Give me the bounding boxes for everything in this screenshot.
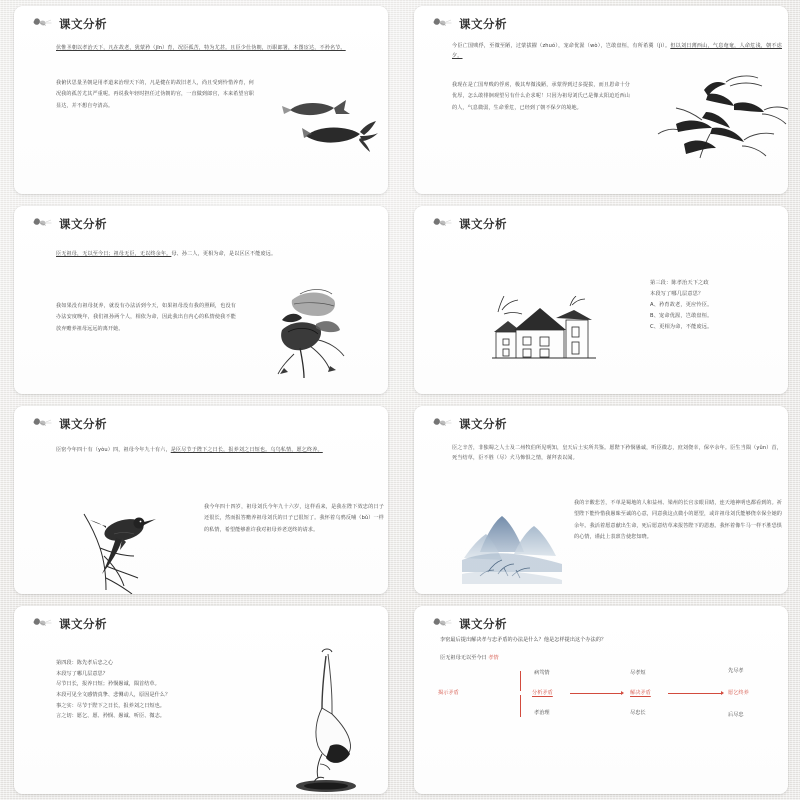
slide-canvas bbox=[14, 6, 388, 194]
stage-reveal-conflict: 揭示矛盾 bbox=[438, 690, 459, 696]
slide-header bbox=[431, 213, 778, 235]
ink-butterfly-icon bbox=[431, 16, 453, 32]
vernacular-text: 我现在是亡国卑贱的俘虏，极其卑微浅陋，承蒙得到过多提拔，而且恩命十分优厚，怎么敢徘徊观望另有什么企求呢！只因为祖母刘氏已是像太阳迫近西山的人，气息微弱，生命垂危，已经到了朝不保夕的境地。 bbox=[452, 82, 630, 111]
slide-canvas bbox=[414, 206, 788, 394]
ink-crane-icon bbox=[282, 646, 382, 794]
slide-canvas bbox=[14, 406, 388, 594]
stage-solve-conflict: 解决矛盾 bbox=[630, 690, 651, 696]
vernacular-text: 我俯伏思量圣朝是用孝道来治理天下的，凡是健在的故旧老人，尚且受到怜惜养育，何况我的孤苦尤其严重呢。再说我年轻时担任过伪朝的官，一直做到郎官，本来希望官职显达，并不想自夸清高。 bbox=[56, 80, 254, 109]
ink-butterfly-icon bbox=[431, 416, 453, 432]
slide-title: 课文分析 bbox=[59, 417, 107, 431]
classical-plain: 臣密今年四十有（yòu）四，祖母今年九十有六， bbox=[56, 447, 171, 453]
analysis-list bbox=[56, 658, 286, 722]
slide-canvas bbox=[414, 406, 788, 594]
question-block bbox=[650, 278, 775, 333]
slide-thumbnail-1[interactable] bbox=[14, 6, 388, 194]
slide-thumbnail-3[interactable] bbox=[14, 206, 388, 394]
slide-header bbox=[431, 613, 778, 635]
classical-plain: 今臣亡国贱俘，至微至陋，过蒙拔擢（zhuó），宠命优渥（wò），岂敢盘桓，有所希冀（jì）。 bbox=[452, 43, 671, 49]
ink-lotus-icon bbox=[254, 282, 364, 382]
arrow-line-2 bbox=[668, 693, 722, 694]
slide-thumbnail-7[interactable] bbox=[14, 606, 388, 794]
slide-title: 课文分析 bbox=[459, 17, 507, 31]
slide-canvas bbox=[14, 206, 388, 394]
classical-underlined: 是臣尽节于陛下之日长，报养刘之日短也。乌鸟私情，愿乞终养。 bbox=[170, 447, 323, 453]
question-heading: 第三段：陈孝治天下之政 bbox=[650, 280, 709, 286]
solution-diagram bbox=[440, 636, 778, 790]
lead-black-text: 臣无祖母无以至今日 bbox=[440, 655, 487, 661]
bottom-row-item-1: 孝治理 bbox=[534, 710, 550, 716]
slide-thumbnail-5[interactable] bbox=[14, 406, 388, 594]
ink-orchid-icon bbox=[646, 72, 788, 172]
classical-plain: 母、孙二人，更相为命，是以区区不能废远。 bbox=[171, 251, 277, 257]
stage-analyze-conflict: 分析矛盾 bbox=[532, 690, 553, 696]
diagram-spine-top bbox=[520, 671, 521, 691]
lead-red-text: 孝情 bbox=[488, 655, 499, 661]
ink-fish-icon bbox=[272, 88, 382, 158]
arrow-head-1 bbox=[621, 691, 624, 695]
slide-header bbox=[31, 13, 378, 35]
ink-butterfly-icon bbox=[31, 416, 53, 432]
diagram-body bbox=[440, 665, 778, 729]
slide-header bbox=[431, 413, 778, 435]
stage-final-appeal: 愿乞终养 bbox=[728, 690, 749, 696]
list-item: 事之实：尽节于陛下之日长，报养刘之日短也。 bbox=[56, 702, 165, 709]
classical-underlined: 臣无祖母，无以至今日；祖母无臣，无以终余年。 bbox=[56, 251, 172, 257]
classical-text bbox=[452, 42, 782, 62]
classical-text bbox=[56, 250, 378, 260]
slide-thumbnail-2[interactable] bbox=[414, 6, 788, 194]
slide-header bbox=[31, 413, 378, 435]
top-row-item-3: 先尽孝 bbox=[728, 668, 744, 674]
classical-text: 伏惟圣朝以孝治天下，凡在故老，犹蒙矜（jīn）育，况臣孤苦，特为尤甚。且臣少仕伪朝，历职郎署，本图宦达，不矜名节。 bbox=[56, 45, 346, 51]
slide-header bbox=[31, 613, 378, 635]
ink-house-icon bbox=[492, 296, 600, 362]
list-item: 本段写了哪几层意思？ bbox=[56, 670, 108, 677]
slide-title: 课文分析 bbox=[459, 617, 507, 631]
diagram-spine-bottom bbox=[520, 695, 521, 717]
option-b: B、宠命优渥，岂敢盘桓。 bbox=[650, 312, 713, 319]
ink-butterfly-icon bbox=[31, 216, 53, 232]
bottom-row-item-3: 后尽忠 bbox=[728, 712, 744, 718]
ink-butterfly-icon bbox=[31, 616, 53, 632]
vernacular-text: 我的辛酸悲苦，不单是蜀地的人和益州、梁州的长官亲眼目睹，连天地神明也都看到的。祈望陛下能怜惜我愚昧至诚的心意，同意我这点微小的愿望，或许祖母刘氏能够侥幸保全她的余年。我活着愿意献出生命，死后愿意结草来报答陛下的恩惠。我怀着像牛马一样不胜恐惧的心情，谨此上表禀告使您知晓。 bbox=[574, 500, 782, 541]
option-c: C、更相为命，不能废远。 bbox=[650, 323, 713, 330]
bottom-row-item-2: 尽忠长 bbox=[630, 710, 646, 716]
ink-butterfly-icon bbox=[31, 16, 53, 32]
classical-text bbox=[56, 446, 381, 456]
question-subheading: 本段写了哪几层意思？ bbox=[650, 290, 704, 297]
slide-title: 课文分析 bbox=[59, 17, 107, 31]
list-item: 第四段：陈先孝后忠之心 bbox=[56, 660, 114, 666]
slide-header bbox=[31, 213, 378, 235]
slide-title: 课文分析 bbox=[459, 217, 507, 231]
slide-title: 课文分析 bbox=[59, 217, 107, 231]
slide-canvas bbox=[14, 606, 388, 794]
ink-butterfly-icon bbox=[431, 216, 453, 232]
diagram-lead bbox=[440, 654, 778, 661]
ink-bird-branch-icon bbox=[76, 498, 186, 594]
vernacular-text: 我今年四十四岁，祖母刘氏今年九十六岁，这样看来，是我在陛下效忠的日子还很长，然而报答赡养祖母刘氏的日子已很短了。我怀着乌鸦反哺（bǔ）一样的私情，希望能够准许我对祖母养老送终的请求。 bbox=[204, 504, 384, 533]
arrow-line-1 bbox=[570, 693, 622, 694]
classical-underlined: 但以刘日薄西山，气息奄奄，人命危浅，朝不虑夕。 bbox=[452, 43, 782, 59]
slide-thumbnail-4[interactable] bbox=[414, 206, 788, 394]
arrow-head-2 bbox=[721, 691, 724, 695]
ink-mountain-icon bbox=[462, 506, 562, 584]
slide-title: 课文分析 bbox=[459, 417, 507, 431]
classical-text: 臣之辛苦，非独蜀之人士及二州牧伯所见明知，皇天后土实所共鉴。愿陛下矜悯愚诚，听臣微志，庶刘侥幸，保卒余年。臣生当陨（yǔn）首，死当结草，臣不胜（尽）犬马怖惧之情，谨拜表以闻。 bbox=[452, 445, 782, 461]
slide-canvas bbox=[414, 606, 788, 794]
slide-title: 课文分析 bbox=[59, 617, 107, 631]
top-row-item-1: 病笃情 bbox=[534, 670, 550, 676]
slide-header bbox=[431, 13, 778, 35]
vernacular-text: 我如果没有祖母抚养，就没有办法活到今天，如果祖母没有我的照顾，也没有办法安度晚年，我们祖孙两个人，相依为命，因此我出自内心的私情使我不能放弃赡养祖母远远的离开她。 bbox=[56, 303, 236, 332]
list-item: 言之切：愿乞、愿、矜悯、愚诚、听臣、微志。 bbox=[56, 713, 165, 720]
slide-canvas bbox=[414, 6, 788, 194]
ink-butterfly-icon bbox=[431, 616, 453, 632]
top-row-item-2: 尽孝短 bbox=[630, 670, 646, 676]
slide-thumbnail-6[interactable] bbox=[414, 406, 788, 594]
list-item: 尽节日长，报养日短；矜悯愚诚，陨首结草。 bbox=[56, 681, 160, 688]
diagram-question: 李密最后提出解决孝与忠矛盾的办法是什么？他是怎样提出这个办法的？ bbox=[440, 637, 607, 643]
list-item: 本段可见全文感情真挚、悲恻动人，原因是什么？ bbox=[56, 691, 171, 698]
slide-thumbnail-8[interactable] bbox=[414, 606, 788, 794]
option-a: A、矜育故老，更应怜臣。 bbox=[650, 301, 713, 308]
